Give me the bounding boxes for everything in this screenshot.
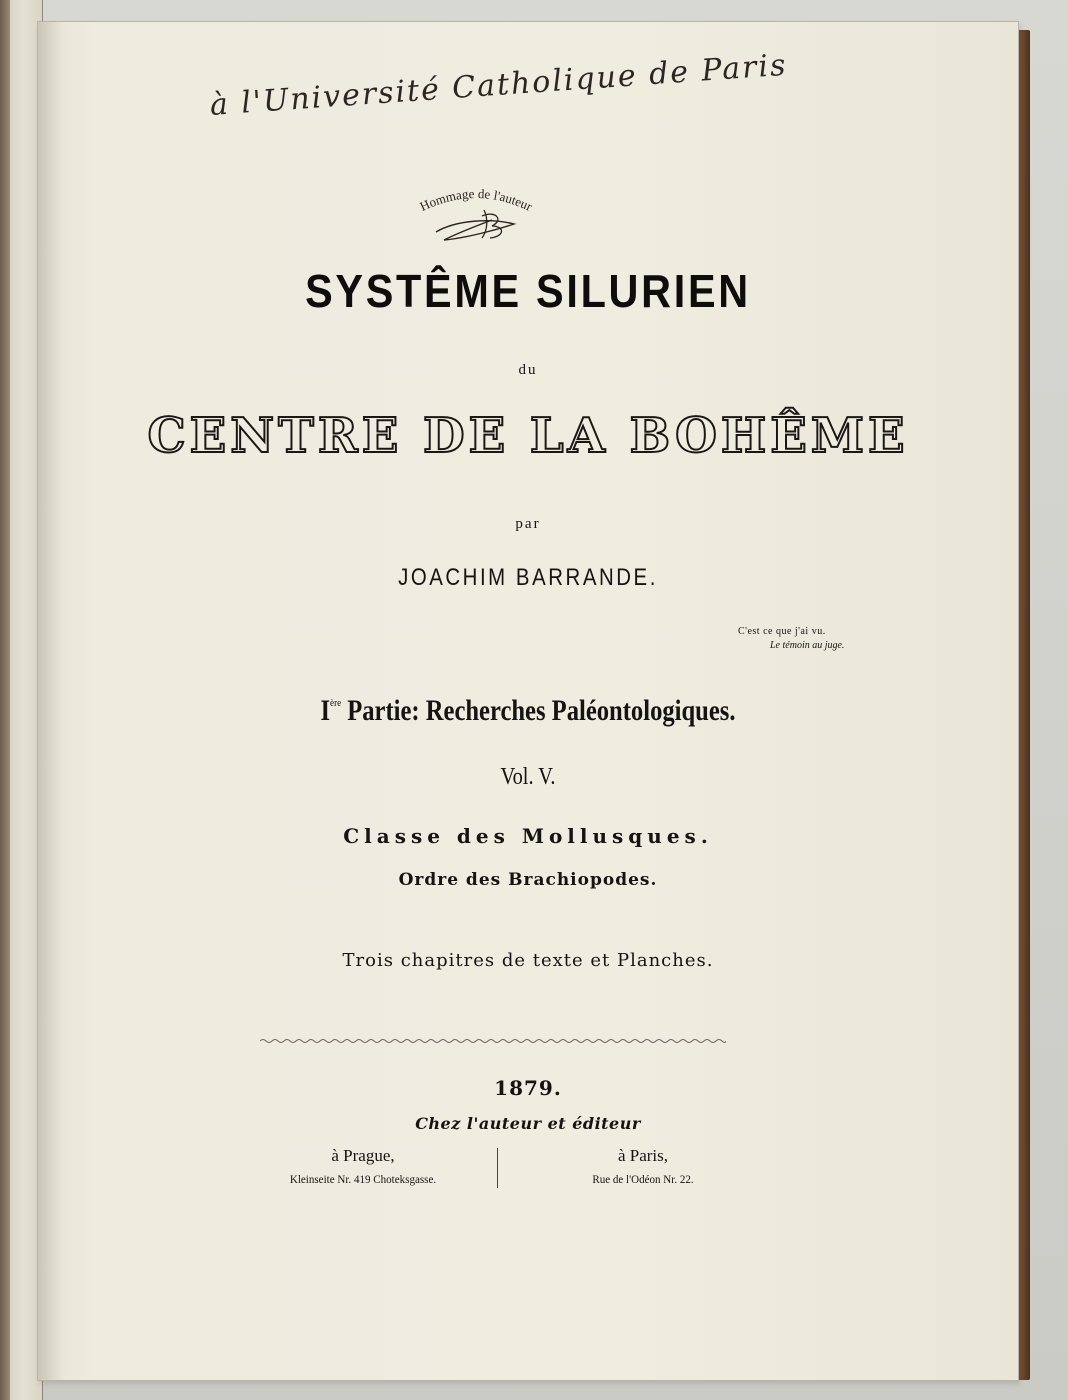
monogram-flourish [436, 220, 514, 240]
wavy-divider-rule [260, 1038, 726, 1044]
connector-par: par [515, 516, 541, 532]
handwritten-inscription: à l'Université Catholique de Paris [208, 47, 789, 123]
contents-description: Trois chapitres de texte et Planches. [342, 950, 714, 971]
part-heading [126, 694, 930, 728]
epigraph-quote: C'est ce que j'ai vu. [738, 626, 826, 637]
volume-number: Vol. V. [500, 764, 556, 790]
part-text: Partie: Recherches Paléontologiques. [347, 694, 736, 727]
location-paris-address: Rue de l'Odéon Nr. 22. [592, 1172, 694, 1186]
ordre-heading: Ordre des Brachiopodes. [398, 870, 658, 890]
left-cover-edge [0, 0, 10, 1400]
classe-heading: Classe des Mollusques. [343, 824, 713, 848]
publisher-line: Chez l'auteur et éditeur [415, 1114, 641, 1133]
author-stamp [396, 180, 556, 252]
title-page [38, 22, 1018, 1380]
location-prague-address: Kleinseite Nr. 419 Choteksgasse. [289, 1172, 437, 1186]
connector-du: du [518, 362, 538, 378]
title-centre-boheme: CENTRE DE LA BOHÊME [147, 408, 909, 464]
monogram-letters [482, 210, 502, 238]
location-prague-city: à Prague, [331, 1146, 395, 1165]
stamp-graphic [396, 180, 556, 250]
title-systeme-silurien: SYSTÊME SILURIEN [305, 265, 751, 317]
publication-year: 1879. [494, 1076, 562, 1100]
epigraph-attribution: Le témoin au juge. [770, 640, 845, 651]
stamp-text: Hommage de l'auteur [417, 185, 535, 214]
location-paris-city: à Paris, [617, 1146, 669, 1165]
location-divider [497, 1148, 498, 1188]
part-numeral: I [320, 694, 331, 727]
facing-page-edge [0, 0, 43, 1400]
part-superscript: ère [330, 697, 342, 709]
author-name: JOACHIM BARRANDE. [398, 564, 658, 591]
page-gutter-shadow [38, 22, 64, 1380]
